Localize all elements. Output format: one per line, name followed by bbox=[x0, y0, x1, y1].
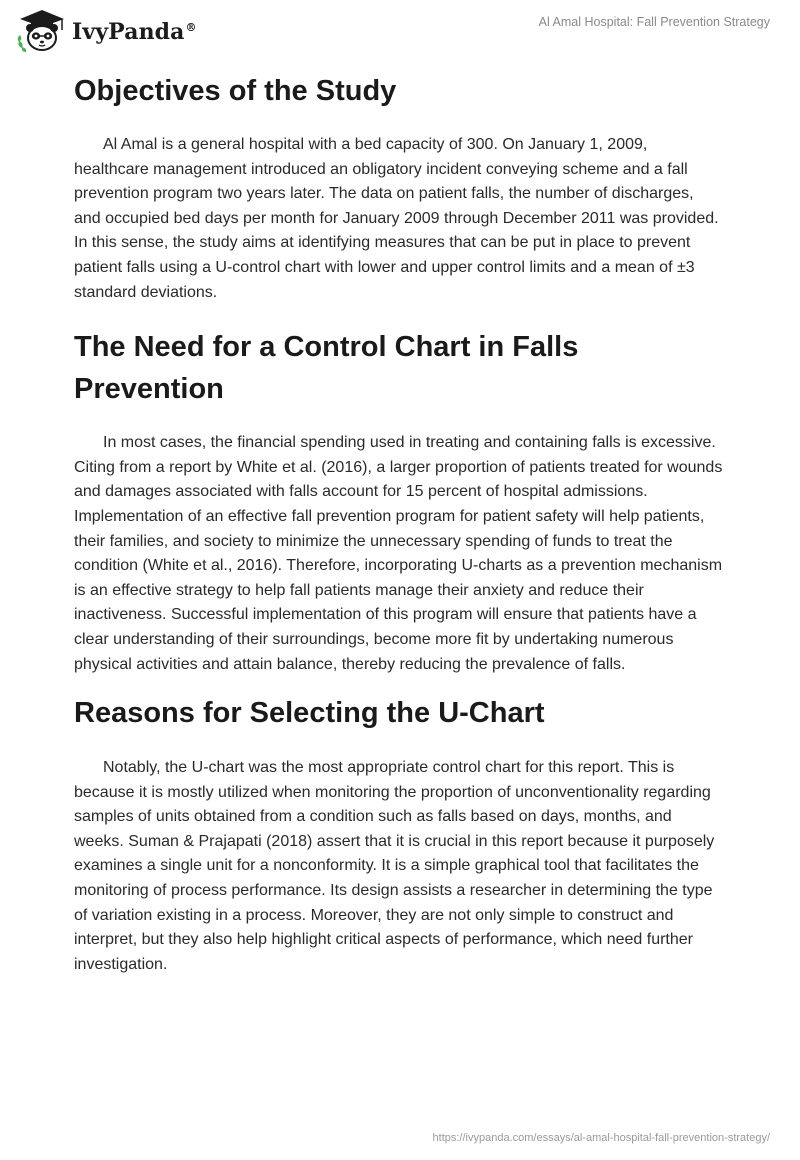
section-heading-control-chart-need: The Need for a Control Chart in Falls Prevention bbox=[74, 331, 579, 406]
page-header bbox=[0, 0, 800, 64]
section-paragraph-control-chart-need: In most cases, the financial spending used in treating and containing falls is excessive. Citing from a report by White et al. (2016), a larger proportion of patients treated for wounds and damages associated with falls account for 15 percent of hospital admissions. Implementation of an effective fall prevention program for patient safety will help patients, their families, and society to minimize the unnecessary spending of funds to treat the condition (White et al., 2016). Therefore, incorporating U-charts as a prevention mechanism is an effective strategy to help fall patients manage their anxiety and reduce their inactiveness. Successful implementation of this program will ensure that patients have a clear understanding of their surroundings, become more fit by undertaking numerous physical activities and attain balance, thereby reducing the prevalence of falls. bbox=[74, 434, 723, 673]
section-heading-objectives: Objectives of the Study bbox=[74, 75, 397, 107]
source-url[interactable]: https://ivypanda.com/essays/al-amal-hospital-fall-prevention-strategy/ bbox=[432, 1132, 770, 1144]
panda-graduate-icon bbox=[14, 8, 70, 54]
article-body bbox=[74, 70, 724, 977]
section-paragraph-objectives: Al Amal is a general hospital with a bed capacity of 300. On January 1, 2009, healthcare management introduced an obligatory incident conveying scheme and a fall prevention program two years later. The data on patient falls, the number of discharges, and occupied bed days per month for January 2009 through December 2011 was provided. In this sense, the study aims at identifying measures that can be put in place to prevent patient falls using a U-control chart with lower and upper control limits and a mean of ±3 standard deviations. bbox=[74, 136, 719, 301]
brand-name: IvyPanda® bbox=[72, 19, 197, 45]
ivypanda-logo[interactable] bbox=[14, 8, 197, 54]
document-title: Al Amal Hospital: Fall Prevention Strategy bbox=[538, 15, 770, 29]
section-paragraph-u-chart-reasons: Notably, the U-chart was the most appropriate control chart for this report. This is because it is mostly utilized when monitoring the proportion of unconventionality regarding samples of units obtained from a condition such as falls based on days, months, and weeks. Suman & Prajapati (2018) assert that it is crucial in this report because it purposely examines a single unit for a nonconformity. It is a simple graphical tool that facilitates the monitoring of process performance. Its design assists a researcher in determining the type of variation existing in a process. Moreover, they are not only simple to construct and interpret, but they also help highlight critical aspects of performance, which need further investigation. bbox=[74, 759, 715, 973]
section-heading-u-chart-reasons: Reasons for Selecting the U-Chart bbox=[74, 697, 545, 730]
